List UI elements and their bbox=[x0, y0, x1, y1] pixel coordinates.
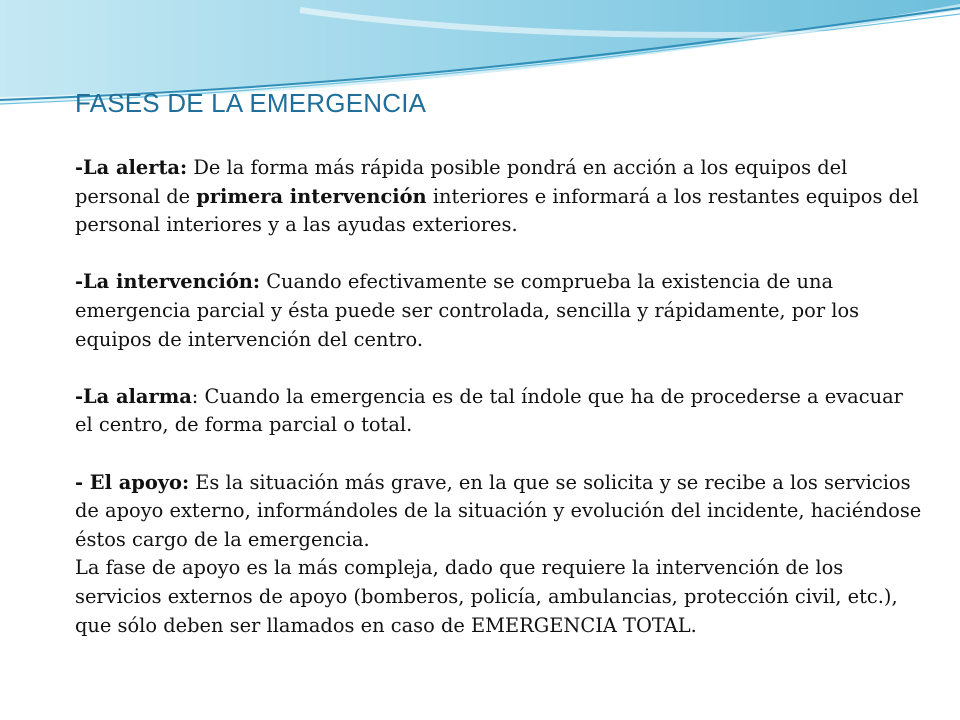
section-text: Cuando efectivamente se comprueba la existencia de una emergencia parcial y ésta puede ser controlada, sencilla y rápidamente, por los equipos de intervención del centro. bbox=[75, 270, 860, 351]
section-apoyo bbox=[75, 469, 925, 555]
section-alerta bbox=[75, 154, 925, 240]
section-text: Es la situación más grave, en la que se solicita y se recibe a los servicios de apoyo externo, informándoles de la situación y evolución del incidente, haciéndose éstos cargo de la emergencia. bbox=[75, 470, 922, 551]
closing-paragraph: La fase de apoyo es la más compleja, dado que requiere la intervención de los servicios externos de apoyo (bomberos, policía, ambulancias, protección civil, etc.), que sólo deben ser llamados en caso de EMERGENCIA TOTAL. bbox=[75, 556, 898, 637]
section-text-after: interiores e informará a los restantes equipos del personal interiores y a las ayudas exteriores. bbox=[75, 184, 919, 237]
body-text bbox=[75, 154, 925, 640]
page-title: FASES DE LA EMERGENCIA bbox=[75, 88, 427, 118]
section-term: -La alerta: bbox=[75, 156, 188, 179]
section-text: De la forma más rápida posible pondrá en acción a los equipos del personal de bbox=[75, 156, 848, 208]
section-intervencion bbox=[75, 268, 925, 354]
section-term: -La intervención: bbox=[75, 270, 261, 294]
section-text: : Cuando la emergencia es de tal índole que ha de procederse a evacuar el centro, de forma parcial o total. bbox=[75, 384, 903, 437]
section-term: - El apoyo: bbox=[75, 470, 190, 494]
section-emphasis: primera intervención bbox=[196, 184, 427, 208]
section-alarma bbox=[75, 383, 925, 440]
section-term: -La alarma bbox=[75, 384, 192, 408]
wave-fill-main bbox=[0, 0, 960, 97]
